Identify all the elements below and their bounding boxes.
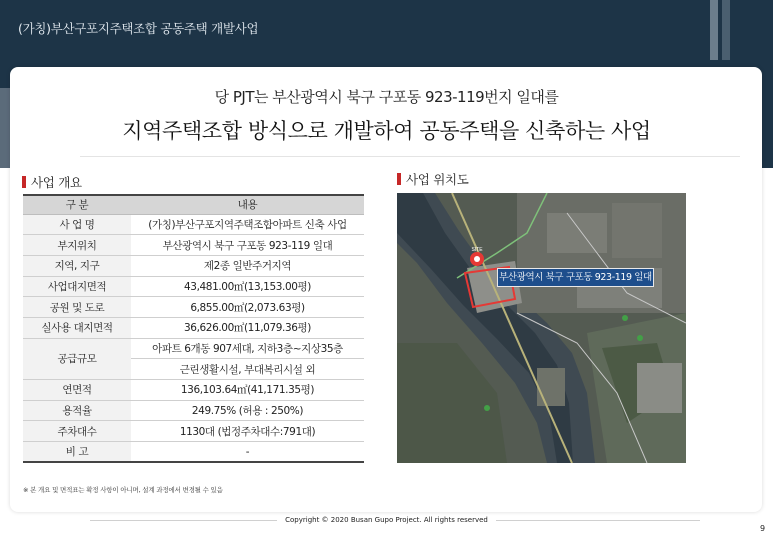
row-value: 제2종 일반주거지역 xyxy=(131,255,364,276)
table-row xyxy=(23,338,364,359)
row-label: 사 업 명 xyxy=(23,214,131,235)
row-value: (가칭)부산구포지역주택조합아파트 신축 사업 xyxy=(131,214,364,235)
table-row xyxy=(23,380,364,401)
column-header: 내용 xyxy=(131,195,364,214)
row-label: 실사용 대지면적 xyxy=(23,317,131,338)
row-value: 136,103.64㎡(41,171.35평) xyxy=(131,380,364,401)
column-header: 구 분 xyxy=(23,195,131,214)
table-row xyxy=(23,235,364,256)
table-header-row xyxy=(23,195,364,214)
divider xyxy=(80,156,740,157)
section-marker xyxy=(397,173,401,185)
copyright-text xyxy=(0,516,773,524)
overview-table xyxy=(23,194,364,463)
table-row xyxy=(23,317,364,338)
footnote: ※ 본 개요 및 면적표는 확정 사항이 아니며, 설계 과정에서 변경될 수 있음 xyxy=(23,486,223,494)
row-label: 용적율 xyxy=(23,400,131,421)
header-decor-stripe xyxy=(722,0,730,60)
table-row xyxy=(23,276,364,297)
table-row xyxy=(23,400,364,421)
row-value: 아파트 6개동 907세대, 지하3층~지상35층 xyxy=(131,338,364,359)
row-label: 공급규모 xyxy=(23,338,131,379)
overview-section-title xyxy=(22,173,82,191)
row-value: 43,481.00㎡(13,153.00평) xyxy=(131,276,364,297)
copyright-label: Copyright © 2020 Busan Gupo Project. All rights reserved xyxy=(277,516,496,524)
row-value: 1130대 (법정주차대수:791대) xyxy=(131,421,364,442)
lead-text-line1: 당 PJT는 부산광역시 북구 구포동 923-119번지 일대를 xyxy=(214,88,559,106)
row-label: 공원 및 도로 xyxy=(23,297,131,318)
overview-title-text: 사업 개요 xyxy=(31,175,82,190)
row-label: 사업대지면적 xyxy=(23,276,131,297)
page-number: 9 xyxy=(760,524,766,533)
table-row xyxy=(23,214,364,235)
row-label: 비 고 xyxy=(23,442,131,463)
section-marker xyxy=(22,176,26,188)
row-value: 6,855.00㎡(2,073.63평) xyxy=(131,297,364,318)
table-row xyxy=(23,297,364,318)
row-value: 부산광역시 북구 구포동 923-119 일대 xyxy=(131,235,364,256)
row-value: 근린생활시설, 부대복리시설 외 xyxy=(131,359,364,380)
table-row xyxy=(23,421,364,442)
row-label: 지역, 지구 xyxy=(23,255,131,276)
aerial-map-illustration xyxy=(397,193,686,463)
row-value: 249.75% (허용 : 250%) xyxy=(131,400,364,421)
document-title: (가칭)부산구포지주택조합 공동주택 개발사업 xyxy=(18,21,259,36)
row-value: - xyxy=(131,442,364,463)
site-pin-label: SITE xyxy=(471,247,483,253)
table-row xyxy=(23,255,364,276)
row-label: 주차대수 xyxy=(23,421,131,442)
row-value: 36,626.00㎡(11,079.36평) xyxy=(131,317,364,338)
table-row xyxy=(23,442,364,463)
location-section-title xyxy=(397,170,469,188)
location-map-image xyxy=(397,193,686,463)
header-decor-stripe xyxy=(710,0,718,60)
row-label: 연면적 xyxy=(23,380,131,401)
row-label: 부지위치 xyxy=(23,235,131,256)
lead-text-line2: 지역주택조합 방식으로 개발하여 공동주택을 신축하는 사업 xyxy=(122,119,651,143)
location-callout-label: 부산광역시 북구 구포동 923-119 일대 xyxy=(497,268,654,287)
location-title-text: 사업 위치도 xyxy=(406,172,469,187)
